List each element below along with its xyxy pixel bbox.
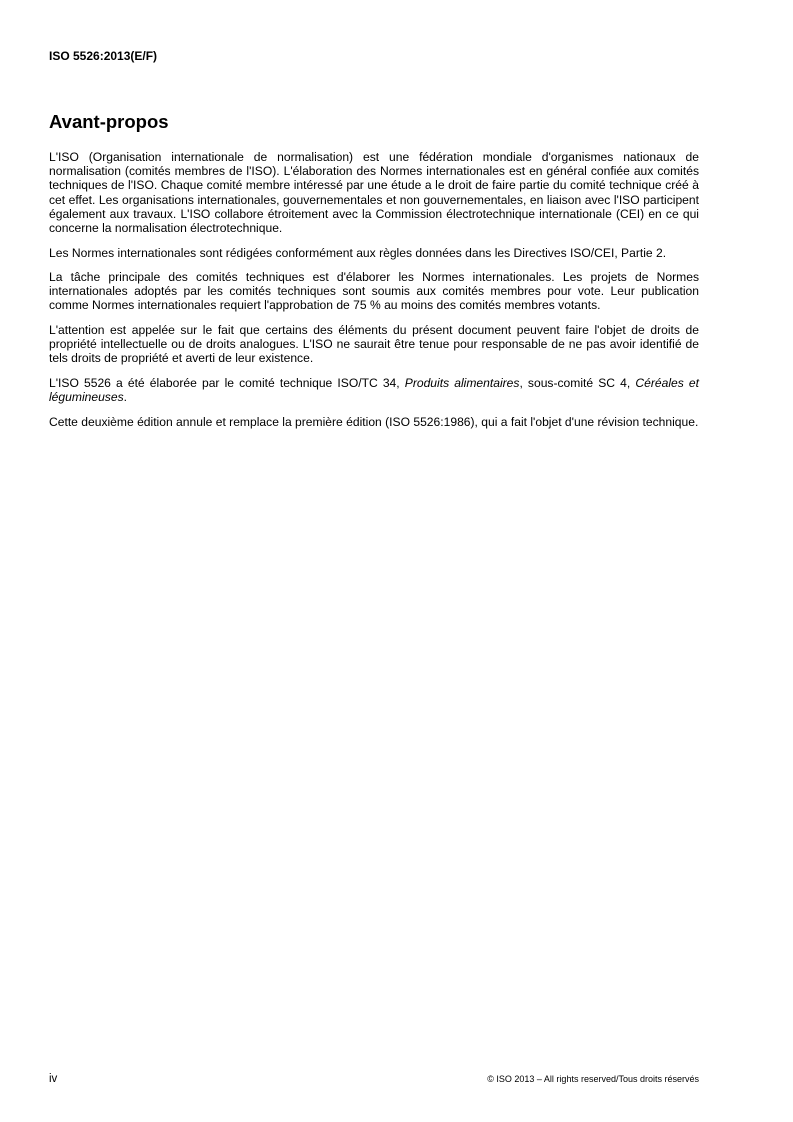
page-number: iv — [49, 1073, 58, 1085]
prepared-by-text-3: . — [123, 390, 127, 405]
foreword-body — [49, 150, 699, 439]
paragraph-patent-rights: L'attention est appelée sur le fait que certains des éléments du présent document peuvent faire l'objet de droits de propriété intellectuelle ou de droits analogues. L'ISO ne saurait être tenue pour responsable de ne pas avoir identifié de tels droits de propriété et averti de leur existence. — [49, 322, 699, 366]
subcommittee-title-italic: Céréales et légumineuses — [49, 375, 699, 405]
paragraph-edition-note: Cette deuxième édition annule et remplace la première édition (ISO 5526:1986), qui a fait l'objet d'une révision technique. — [49, 414, 699, 429]
paragraph-technical-committees: La tâche principale des comités techniques est d'élaborer les Normes internationales. Les projets de Normes internationales adoptés par les comités techniques sont soumis aux comités membres pour vote. Leur publication comme Normes internationales requiert l'approbation de 75 % au moins des comités membres votants. — [49, 270, 699, 313]
prepared-by-text-2: , sous-comité SC 4, — [519, 375, 636, 390]
document-identifier: ISO 5526:2013(E/F) — [49, 49, 158, 63]
paragraph-iso-organisation: L'ISO (Organisation internationale de normalisation) est une fédération mondiale d'organismes nationaux de normalisation (comités membres de l'ISO). L'élaboration des Normes internationales est en général confiée aux comités techniques de l'ISO. Chaque comité membre intéressé par une étude a le droit de faire partie du comité technique créé à cet effet. Les organisations internationales, gouvernementales et non gouvernementales, en liaison avec l'ISO participent également aux travaux. L'ISO collabore étroitement avec la Commission électrotechnique internationale (CEI) en ce qui concerne la normalisation électrotechnique. — [49, 150, 699, 236]
prepared-by-text-1: L'ISO 5526 a été élaborée par le comité technique ISO/TC 34, — [49, 375, 405, 390]
copyright-notice: © ISO 2013 – All rights reserved/Tous droits réservés — [487, 1074, 699, 1084]
committee-title-italic: Produits alimentaires — [404, 375, 520, 390]
page-title: Avant-propos — [49, 111, 169, 132]
paragraph-prepared-by — [49, 376, 699, 404]
paragraph-directives: Les Normes internationales sont rédigées conformément aux règles données dans les Directives ISO/CEI, Partie 2. — [49, 245, 667, 260]
